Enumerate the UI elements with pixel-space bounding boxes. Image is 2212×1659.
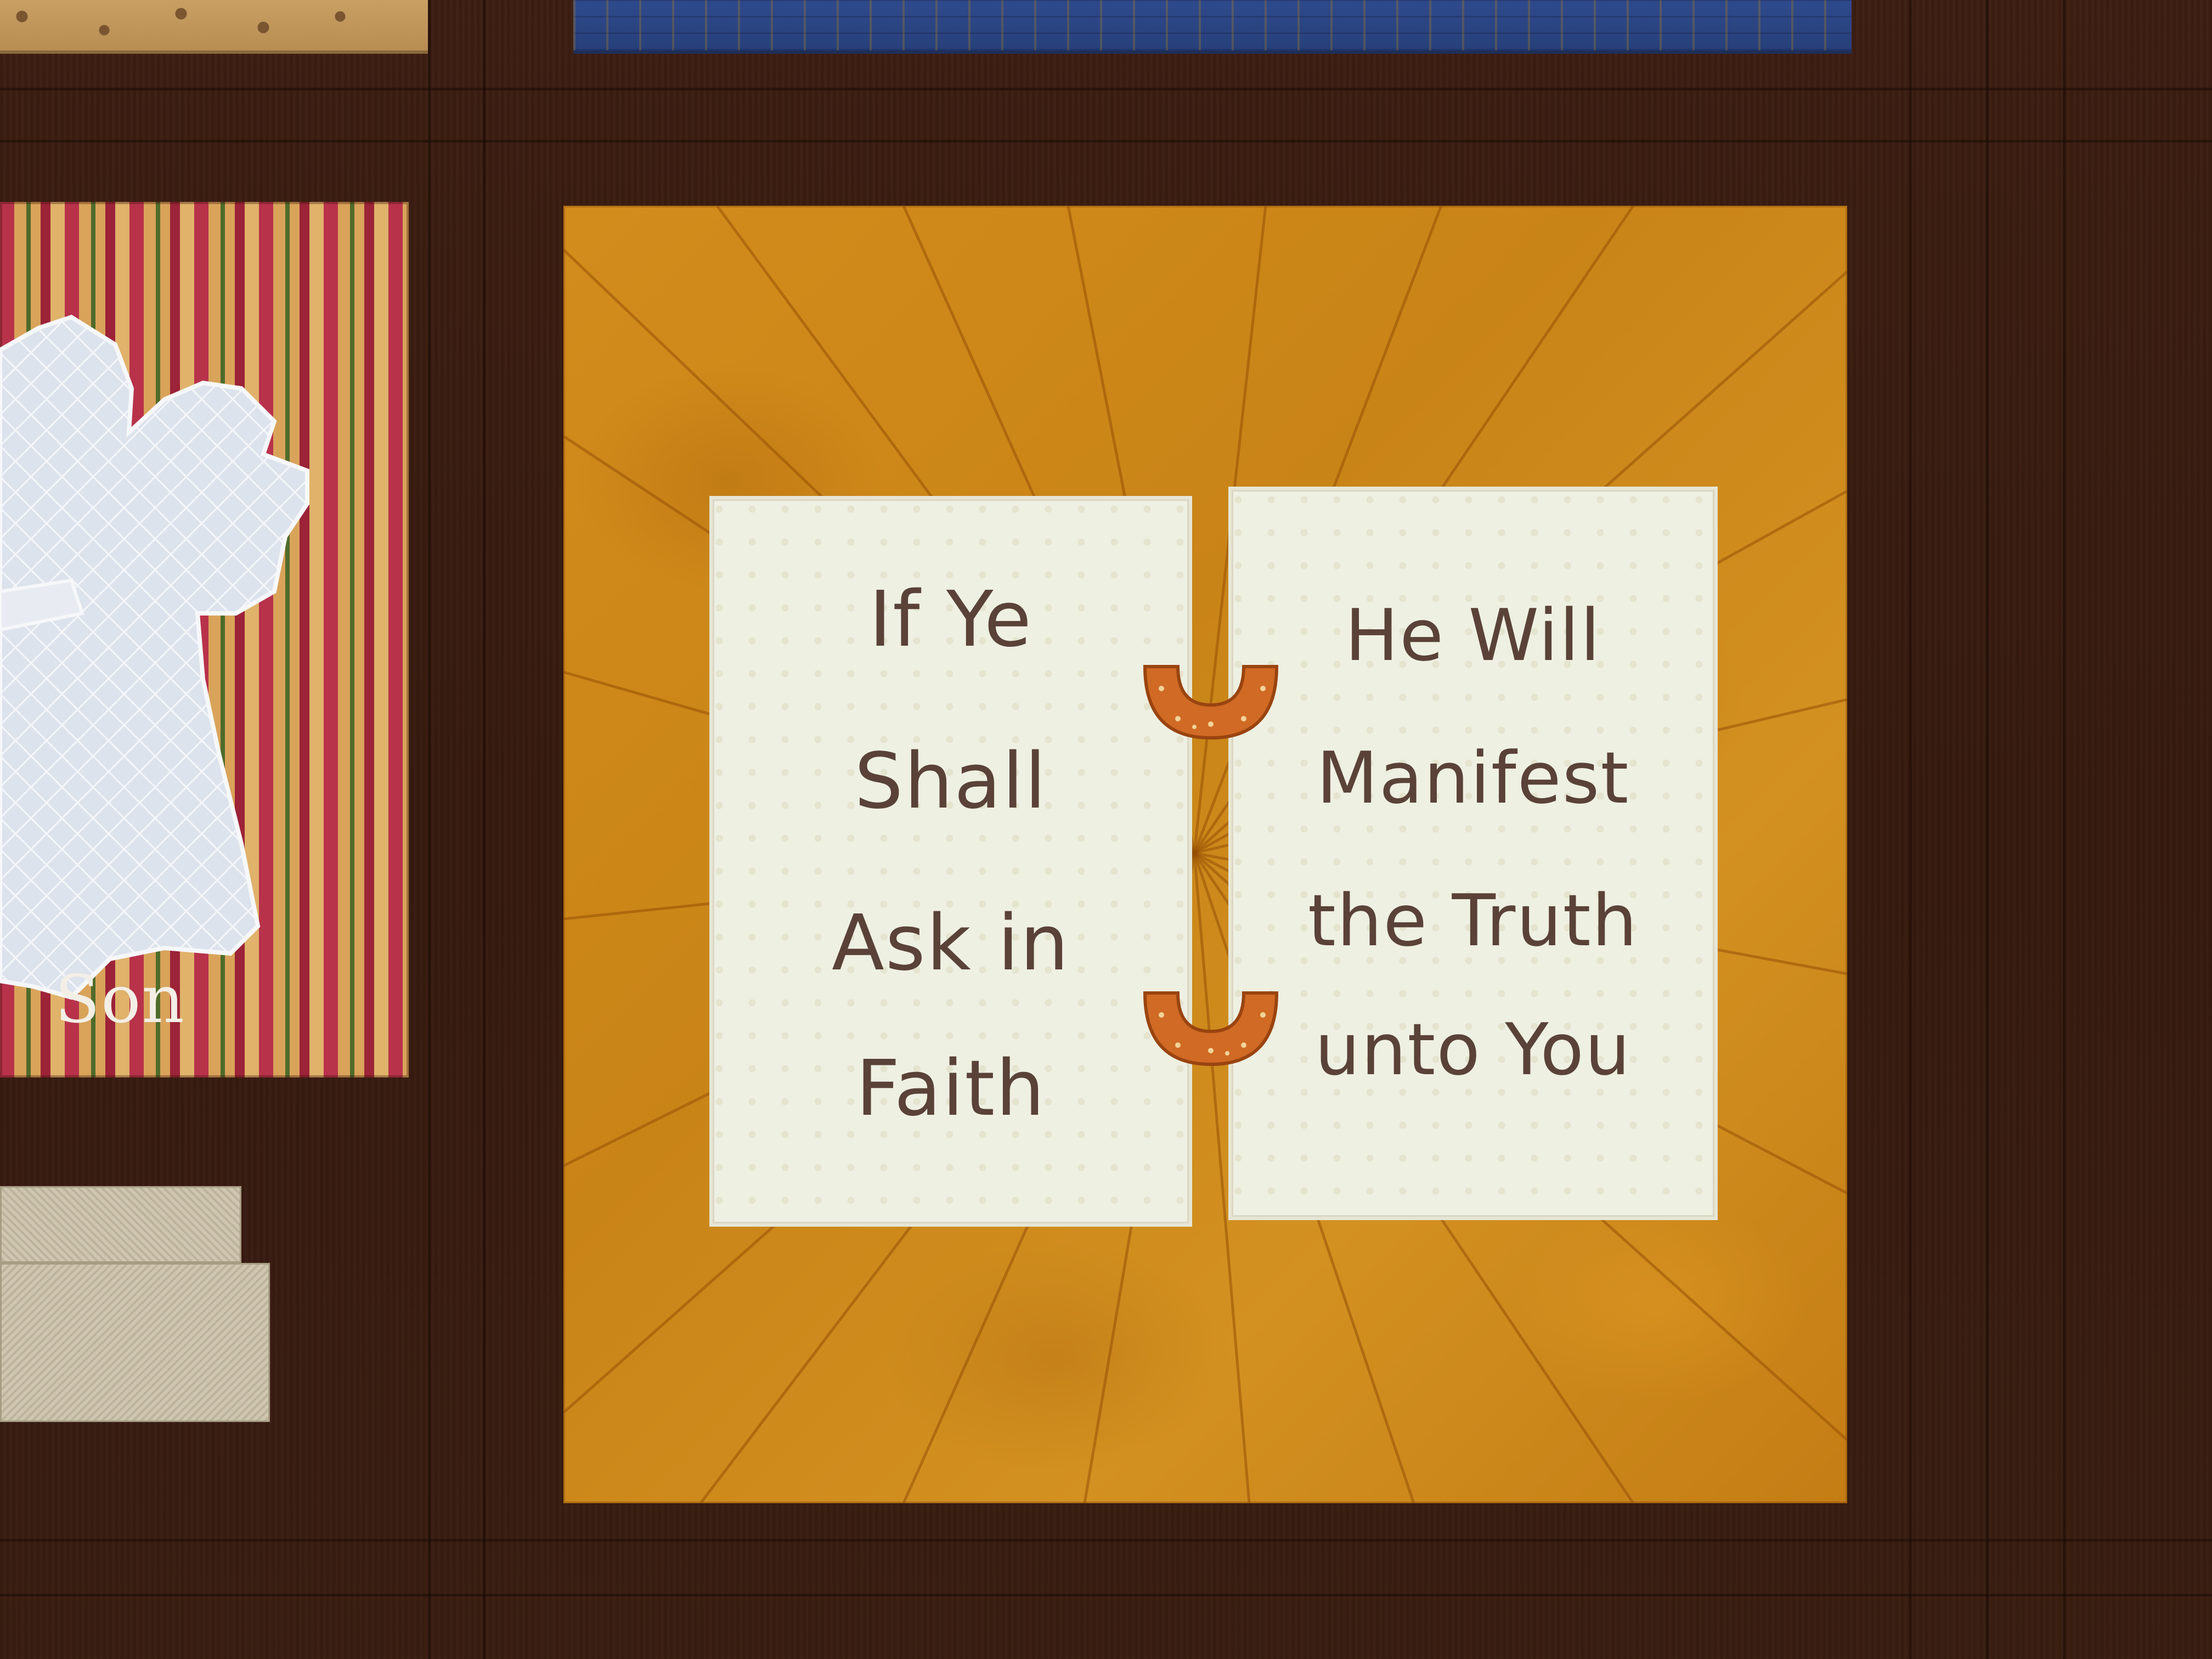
verse-line: unto You	[1314, 1008, 1632, 1091]
verse-line: Ask in	[832, 899, 1070, 988]
verse-line: Manifest	[1316, 736, 1630, 820]
book-page-right	[1232, 490, 1714, 1217]
stone-step-bottom	[0, 1263, 270, 1422]
verse-line: Faith	[856, 1044, 1046, 1133]
verse-line: He Will	[1345, 594, 1601, 677]
sashing-stitch-line	[2063, 0, 2066, 1659]
sashing-stitch-line	[1909, 0, 1912, 1659]
book-clasp-applique	[1134, 977, 1288, 1075]
block-caption-text: Son	[55, 962, 185, 1038]
sashing-stitch-line	[483, 0, 486, 1659]
verse-line: Shall	[854, 737, 1047, 826]
sashing-stitch-line	[0, 1594, 2212, 1596]
angel-applique	[0, 306, 329, 1019]
angel-block	[0, 202, 409, 1077]
top-plaid-block	[573, 0, 1852, 54]
verse-line: If Ye	[868, 575, 1033, 664]
scripture-block	[563, 206, 1847, 1503]
sashing-stitch-line	[0, 1539, 2212, 1542]
verse-line: the Truth	[1307, 879, 1639, 962]
sashing-stitch-line	[0, 140, 2212, 143]
sashing-stitch-line	[1986, 0, 1989, 1659]
sashing-stitch-line	[0, 88, 2212, 91]
book-page-left	[713, 499, 1189, 1223]
top-left-star-block	[0, 0, 428, 54]
sashing-stitch-line	[428, 0, 431, 1659]
book-clasp-applique	[1134, 650, 1288, 749]
stone-step-top	[0, 1186, 241, 1263]
